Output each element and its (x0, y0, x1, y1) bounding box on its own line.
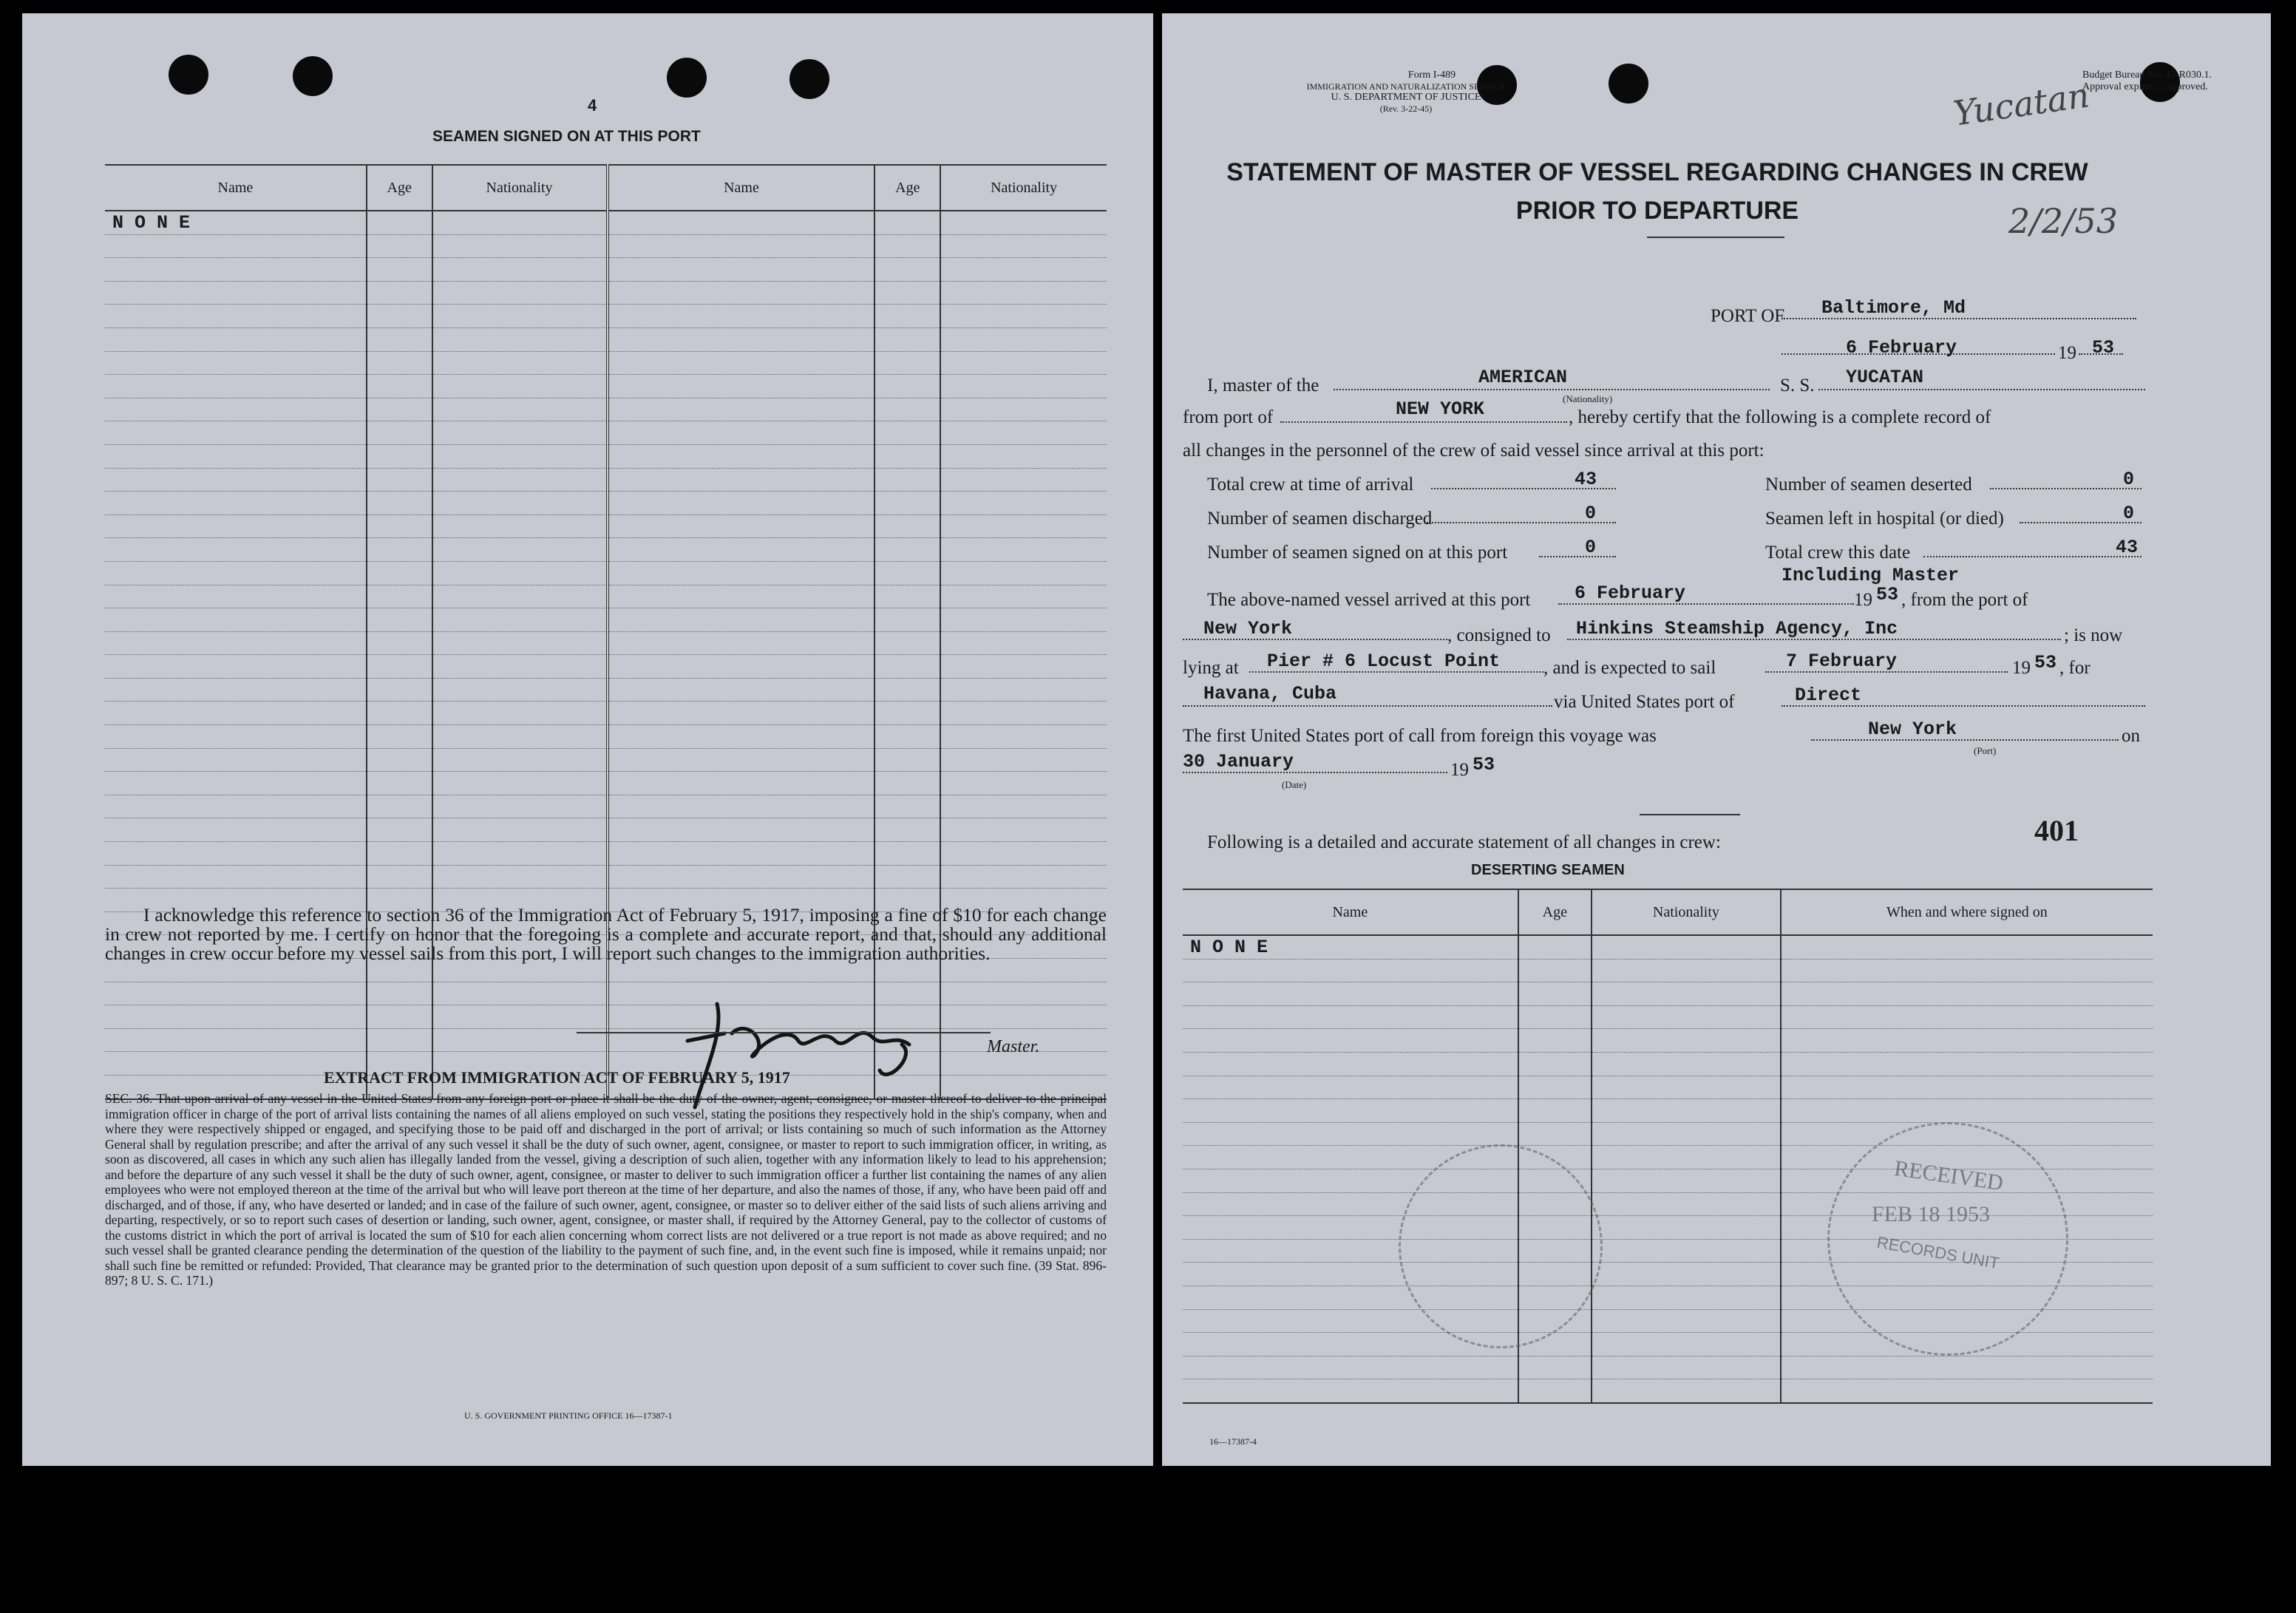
expected-label: , and is expected to sail (1543, 658, 1716, 678)
table-row (1183, 1379, 2153, 1403)
signed-on-label: Number of seamen signed on at this port (1207, 543, 1508, 563)
port-caption: (Port) (1974, 745, 1997, 756)
ss-value: YUCATAN (1846, 367, 1924, 388)
nationality-caption: (Nationality) (1563, 393, 1613, 404)
via-value: Direct (1795, 685, 1862, 706)
received-stamp (1827, 1122, 2068, 1356)
lying-at-value: Pier # 6 Locust Point (1267, 651, 1501, 672)
table-row (105, 375, 1107, 398)
table-row (105, 351, 1107, 375)
ss-label: S. S. (1780, 376, 1815, 395)
page-number: 4 (588, 96, 597, 115)
port-label: PORT OF (1711, 306, 1785, 326)
from-port-label: from port of (1183, 407, 1274, 427)
year-value: 53 (2092, 337, 2115, 359)
stamp-unit: RECORDS UNIT (1875, 1232, 2001, 1273)
acknowledgment-text: I acknowledge this reference to section 36 of the Immigration Act of February 5, 1917, imposing a fine of $10 for each change in crew not reported by me. I certify on honor that the foregoing is a complete and accurate report, and that, should any additional changes in crew occur before my vessel sails from this port, I will report such changes to the immigration authorities. (105, 904, 1107, 964)
faded-postmark-stamp (1399, 1144, 1603, 1348)
column-header: Nationality (940, 165, 1107, 211)
on-label: on (2122, 726, 2140, 746)
table-row (105, 772, 1107, 795)
first-port-text: The first United States port of call from foreign this voyage was (1183, 726, 1657, 746)
is-now-text: ; is now (2064, 625, 2123, 645)
punch-hole (293, 56, 333, 96)
from-the-port-of: , from the port of (1901, 590, 2028, 610)
punch-hole (667, 58, 707, 98)
table-row (105, 725, 1107, 749)
form-subtitle: PRIOR TO DEPARTURE (1515, 197, 1799, 225)
table-row (105, 561, 1107, 585)
handwritten-vessel-note: Yucatan (1951, 75, 2092, 134)
table-row (105, 281, 1107, 305)
deserting-seamen-title: DESERTING SEAMEN (1471, 862, 1625, 878)
deserted-value: 0 (2123, 469, 2135, 490)
first-port-year-prefix: 19 (1450, 760, 1469, 780)
table-row (105, 538, 1107, 562)
form-title: STATEMENT OF MASTER OF VESSEL REGARDING CHANGES IN CREW (1226, 158, 2088, 186)
table-row (1183, 1029, 2153, 1053)
table-row (105, 211, 1107, 234)
table-header-row (105, 165, 1107, 211)
hospital-value: 0 (2123, 503, 2135, 524)
date-value: 6 February (1846, 337, 1957, 359)
from-port-value: NEW YORK (1396, 398, 1485, 420)
punch-hole (1609, 64, 1648, 103)
master-label: Master. (987, 1037, 1040, 1056)
nationality-value: AMERICAN (1478, 367, 1568, 388)
column-header: Nationality (432, 165, 608, 211)
form-number-footer: 16—17387-4 (1209, 1436, 1257, 1447)
column-header: When and where signed on (1781, 889, 2153, 935)
total-crew-date-label: Total crew this date (1765, 543, 1911, 563)
none-entry: N O N E (105, 211, 367, 234)
table-row (105, 515, 1107, 538)
section-36-text: SEC. 36. That upon arrival of any vessel in the United States from any foreign port or place it shall be the duty of the owner, agent, consignee, or master thereof to deliver to the principal immigration officer in charge of the port of arrival lists containing the names of all aliens employed on such vessel, stating the positions they respectively hold in the ship's company, when and where they were respectively shipped or engaged, and specifying those to be paid off and discharged in the port of arrival; or lists containing so much of such information as the Attorney General shall by regulation prescribe; and after the arrival of any such vessel it shall be the duty of such owner, agent, consignee, or master to report to such immigration officer, in writing, as soon as discovered, all cases in which any such alien has illegally landed from the vessel, giving a description of such alien, together with any information likely to lead to his apprehension; and before the departure of any such vessel it shall be the duty of such owner, agent, consignee, or master to deliver to such immigration officer a further list containing the names of any alien employees who were not employed thereon at the time of the arrival but who will leave port thereon at the time of her departure, and also the names of those, if any, who have been paid off and discharged, and of those, if any, who have deserted or landed; and in case of the failure of such owner, agent, consignee, or master so to deliver either of the said lists of such aliens arriving and departing, respectively, or so to report such cases of desertion or landing, such owner, agent, consignee, or master shall, if required by the Attorney General, pay to the collector of customs of the customs district in which the port of arrival is located the sum of $10 for each alien concerning whom correct lists are not delivered or a true report is not made as above required; and no such vessel shall be granted clearance pending the determination of the question of the liability to the payment of such fine, and, in the event such fine is imposed, while it remains unpaid; nor shall such fine be remitted or refunded: Provided, That clearance may be granted prior to the determination of such question upon deposit of a sum sufficient to cover such fine. (39 Stat. 896-897; 8 U. S. C. 171.) (105, 1091, 1107, 1288)
lying-at-label: lying at (1183, 658, 1239, 678)
table-row (105, 421, 1107, 445)
table-row (105, 631, 1107, 655)
sail-date: 7 February (1786, 651, 1898, 672)
form-id: Form I-489 (1407, 69, 1456, 81)
leader-dots (1539, 556, 1616, 557)
table-row (1183, 1356, 2153, 1379)
signed-on-title: SEAMEN SIGNED ON AT THIS PORT (432, 128, 701, 145)
total-crew-arrival-value: 43 (1575, 469, 1597, 490)
port-value: Baltimore, Md (1821, 297, 1966, 319)
table-row (105, 305, 1107, 328)
sail-year-prefix: 19 (2012, 658, 2031, 678)
table-row (105, 468, 1107, 492)
first-port-line (1811, 739, 2119, 741)
none-entry: N O N E (1183, 935, 1518, 959)
table-row (105, 748, 1107, 772)
including-master-note: Including Master (1782, 565, 1960, 586)
discharged-value: 0 (1585, 503, 1597, 524)
punch-hole (789, 59, 829, 99)
table-row (1183, 1099, 2153, 1123)
table-row (105, 327, 1107, 351)
consignee: Hinkins Steamship Agency, Inc (1576, 618, 1898, 639)
table-row (105, 982, 1107, 1005)
ss-line (1818, 389, 2145, 390)
table-row (105, 795, 1107, 818)
following-text: Following is a detailed and accurate statement of all changes in crew: (1207, 832, 1721, 852)
column-header: Age (874, 165, 940, 211)
table-row (105, 258, 1107, 282)
year-prefix: 19 (2058, 343, 2076, 363)
table-row (1183, 1005, 2153, 1029)
master-of-label: I, master of the (1207, 376, 1319, 395)
right-form-page (1162, 13, 2271, 1466)
sail-year: 53 (2034, 652, 2057, 673)
all-changes-text: all changes in the personnel of the crew of said vessel since arrival at this port: (1183, 441, 1765, 461)
table-header-row (1183, 889, 2153, 935)
section-rule (1640, 814, 1740, 815)
arrived-year-prefix: 19 (1854, 590, 1872, 610)
column-header: Name (105, 165, 367, 211)
agency-name: IMMIGRATION AND NATURALIZATION SERVICE (1306, 81, 1506, 92)
table-row (105, 655, 1107, 679)
table-row (105, 608, 1107, 632)
stamp-date: FEB 18 1953 (1872, 1202, 1991, 1226)
punch-hole (169, 55, 208, 95)
deserted-label: Number of seamen deserted (1765, 475, 1972, 495)
arrived-text: The above-named vessel arrived at this port (1207, 590, 1531, 610)
arrived-date: 6 February (1575, 583, 1686, 604)
date-caption: (Date) (1282, 779, 1307, 790)
stamp-number: 401 (2034, 814, 2079, 847)
total-crew-arrival-label: Total crew at time of arrival (1207, 475, 1414, 495)
stamp-received-text: RECEIVED (1892, 1155, 2005, 1196)
certify-text: , hereby certify that the following is a complete record of (1569, 407, 1991, 427)
table-row (105, 492, 1107, 515)
table-row (1183, 935, 2153, 959)
destination: Havana, Cuba (1203, 683, 1337, 704)
first-port-date: 30 January (1183, 751, 1294, 772)
first-port-value: New York (1868, 719, 1957, 740)
arrived-from: New York (1203, 618, 1293, 639)
total-crew-date-value: 43 (2116, 537, 2139, 558)
signed-on-value: 0 (1585, 537, 1597, 558)
nationality-line (1334, 389, 1770, 390)
consigned-label: , consigned to (1447, 625, 1551, 645)
printing-office-footer: U. S. GOVERNMENT PRINTING OFFICE 16—17387-1 (464, 1410, 673, 1421)
leader-dots (1990, 488, 2142, 489)
table-row (105, 585, 1107, 608)
table-row (105, 398, 1107, 421)
table-row (105, 234, 1107, 258)
table-row (1183, 1052, 2153, 1076)
table-row (105, 818, 1107, 842)
handwritten-date: 2/2/53 (2008, 201, 2119, 241)
for-label: , for (2059, 658, 2090, 678)
discharged-label: Number of seamen discharged (1207, 509, 1433, 529)
left-form-page (22, 13, 1153, 1466)
table-row (1183, 959, 2153, 982)
extract-title: EXTRACT FROM IMMIGRATION ACT OF FEBRUARY 5, 1917 (324, 1068, 790, 1087)
column-header: Age (1518, 889, 1592, 935)
table-row (1183, 982, 2153, 1006)
title-rule (1647, 237, 1784, 238)
table-row (1183, 1076, 2153, 1099)
table-row (105, 842, 1107, 866)
column-header: Nationality (1592, 889, 1781, 935)
table-row (105, 1005, 1107, 1029)
department-name: U. S. DEPARTMENT OF JUSTICE (1331, 92, 1481, 103)
table-row (105, 702, 1107, 725)
column-header: Name (1183, 889, 1518, 935)
column-header: Name (608, 165, 875, 211)
approval-note: Approval expires ... approved. (2082, 81, 2208, 92)
leader-dots (1923, 556, 2142, 557)
revision-date: (Rev. 3-22-45) (1379, 103, 1433, 114)
table-row (105, 865, 1107, 889)
first-port-year: 53 (1473, 754, 1495, 775)
table-row (105, 444, 1107, 468)
column-header: Age (367, 165, 432, 211)
from-port-line (1280, 421, 1567, 423)
arrived-year: 53 (1876, 584, 1899, 605)
table-row (105, 678, 1107, 702)
signature-line (577, 1032, 991, 1033)
destination-line (1183, 705, 1552, 707)
via-label: via United States port of (1554, 692, 1735, 712)
hospital-label: Seamen left in hospital (or died) (1765, 509, 2004, 529)
budget-bureau: Budget Bureau No. 43-R030.1. (2082, 69, 2212, 81)
